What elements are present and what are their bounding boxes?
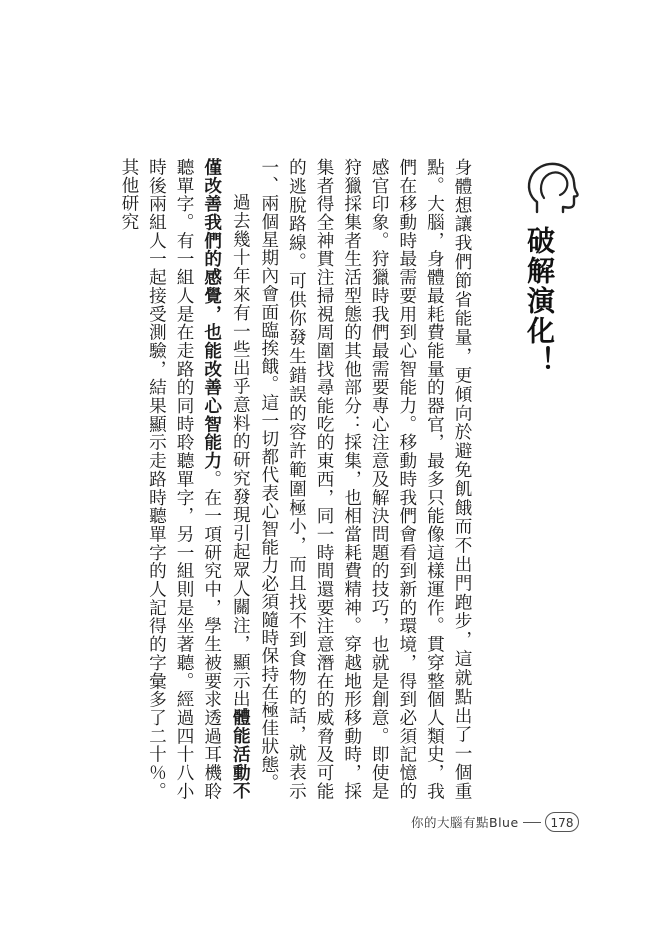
- head-profile-icon: [522, 160, 582, 222]
- footer-rule: [523, 822, 541, 823]
- page-number: 178: [545, 812, 579, 832]
- page-footer: [411, 810, 579, 834]
- bold-phrase: 體能活動不僅改善我們的感覺，也能改善心智能力: [201, 158, 252, 800]
- paragraph: 身體想讓我們節省能量，更傾向於避免飢餓而不出門跑步，這就點出了一個重點。大腦，身體最耗費能量的器官，最多只能像這樣運作。貫穿整個人類史，我們在移動時最需要用到心智能力。移動時我們會看到新的環境，得到必須記憶的感官印象。狩獵時我們最需要專心注意及解決問題的技巧，也就是創意。即使是狩獵採集者生活型態的其他部分：採集，也相當耗費精神。穿越地形移動時，採集者得全神貫注掃視周圍找尋能吃的東西，同一時間還要注意潛在的威脅及可能的逃脫路線。可供你發生錯誤的容許範圍極小，而且找不到食物的話，就表示一、兩個星期內會面臨挨餓。這一切都代表心智能力必須隨時保持在極佳狀態。: [258, 158, 472, 800]
- paragraph-text: 。在一項研究中，學生被要求透過耳機聆聽單字。有一組人是在走路的同時聆聽單字，另一組則是坐著聽。經過四十八小時後兩組人一起接受測驗，結果顯示走路時聽單字的人記得的字彙多了二十％。其他研究: [118, 158, 222, 800]
- body-text: [120, 158, 475, 800]
- running-book-title: 你的大腦有點Blue: [411, 815, 519, 830]
- section-title: 破解演化！: [523, 226, 556, 376]
- paragraph-text: 過去幾十年來有一些出乎意料的研究發現引起眾人關注，顯示出: [230, 193, 251, 709]
- paragraph: [114, 158, 254, 800]
